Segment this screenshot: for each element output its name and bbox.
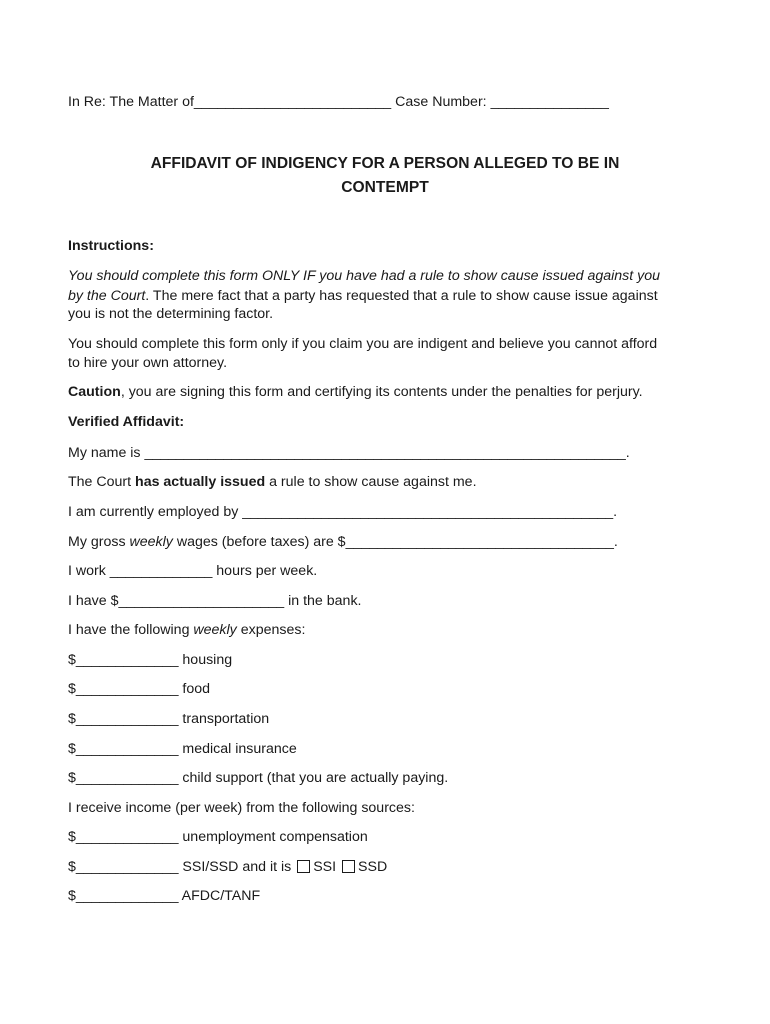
matter-header [68,93,609,111]
caution-line [68,383,643,401]
gross-pre: My gross [68,534,130,550]
expenses-weekly: weekly [193,622,237,638]
instructions-heading: Instructions: [68,238,154,254]
income-heading: I receive income (per week) from the following sources: [68,800,415,816]
instructions-p2-line2: to hire your own attorney. [68,355,228,371]
instructions-p1-line2 [68,287,658,305]
bank-field-line[interactable]: I have $_____________________ in the bank. [68,593,362,609]
income-unemployment[interactable]: $_____________ unemployment compensation [68,829,368,845]
matter-blank[interactable]: _________________________ [193,94,392,110]
hours-field-line[interactable]: I work _____________ hours per week. [68,563,318,579]
instructions-p2-line1: You should complete this form only if you claim you are indigent and believe you cannot afford [68,336,658,352]
case-number-blank[interactable]: _______________ [490,94,609,110]
court-issued-line [68,473,477,491]
gross-weekly: weekly [129,534,173,550]
court-pre: The Court [68,474,136,490]
employed-field-line[interactable]: I am currently employed by _______________________________________________. [68,504,618,520]
gross-post[interactable]: wages (before taxes) are $__________________________________. [172,534,618,550]
title-line-2: CONTEMPT [341,179,429,196]
expense-child-support[interactable]: $_____________ child support (that you are actually paying. [68,770,449,786]
instructions-p1-line3: you is not the determining factor. [68,306,274,322]
expense-housing[interactable]: $_____________ housing [68,652,233,668]
title-line-1: AFFIDAVIT OF INDIGENCY FOR A PERSON ALLEGED TO BE IN [150,155,620,172]
caution-label: Caution [68,384,121,400]
expenses-pre: I have the following [68,622,194,638]
ssi-option-label: SSI [313,859,337,875]
court-post: a rule to show cause against me. [265,474,477,490]
ssd-checkbox[interactable] [342,860,355,873]
name-field-line[interactable]: My name is _____________________________________________________________. [68,445,630,461]
gross-wages-line[interactable] [68,533,618,551]
ssd-option-label: SSD [358,859,388,875]
caution-text: , you are signing this form and certifying its contents under the penalties for perjury. [120,384,643,400]
ssi-checkbox[interactable] [297,860,310,873]
instructions-p1-line2-italic: by the Court [68,288,146,304]
court-bold: has actually issued [135,474,266,490]
expenses-post: expenses: [236,622,306,638]
expenses-heading [68,621,305,639]
income-ssi-ssd-line [68,858,387,876]
verified-affidavit-heading: Verified Affidavit: [68,414,185,430]
instructions-p1-line1: You should complete this form ONLY IF you have had a rule to show cause issued against you [68,268,661,284]
expense-food[interactable]: $_____________ food [68,681,211,697]
matter-label: In Re: The Matter of [68,94,194,110]
case-number-label: Case Number: [395,94,487,110]
income-ssi-ssd-field[interactable]: $_____________ SSI/SSD and it is [68,859,292,875]
document-title [0,152,770,200]
expense-transportation[interactable]: $_____________ transportation [68,711,270,727]
expense-medical-insurance[interactable]: $_____________ medical insurance [68,741,297,757]
income-afdc-tanf[interactable]: $_____________ AFDC/TANF [68,888,261,904]
instructions-p1-line2-rest: . The mere fact that a party has requested that a rule to show cause issue against [145,288,658,304]
